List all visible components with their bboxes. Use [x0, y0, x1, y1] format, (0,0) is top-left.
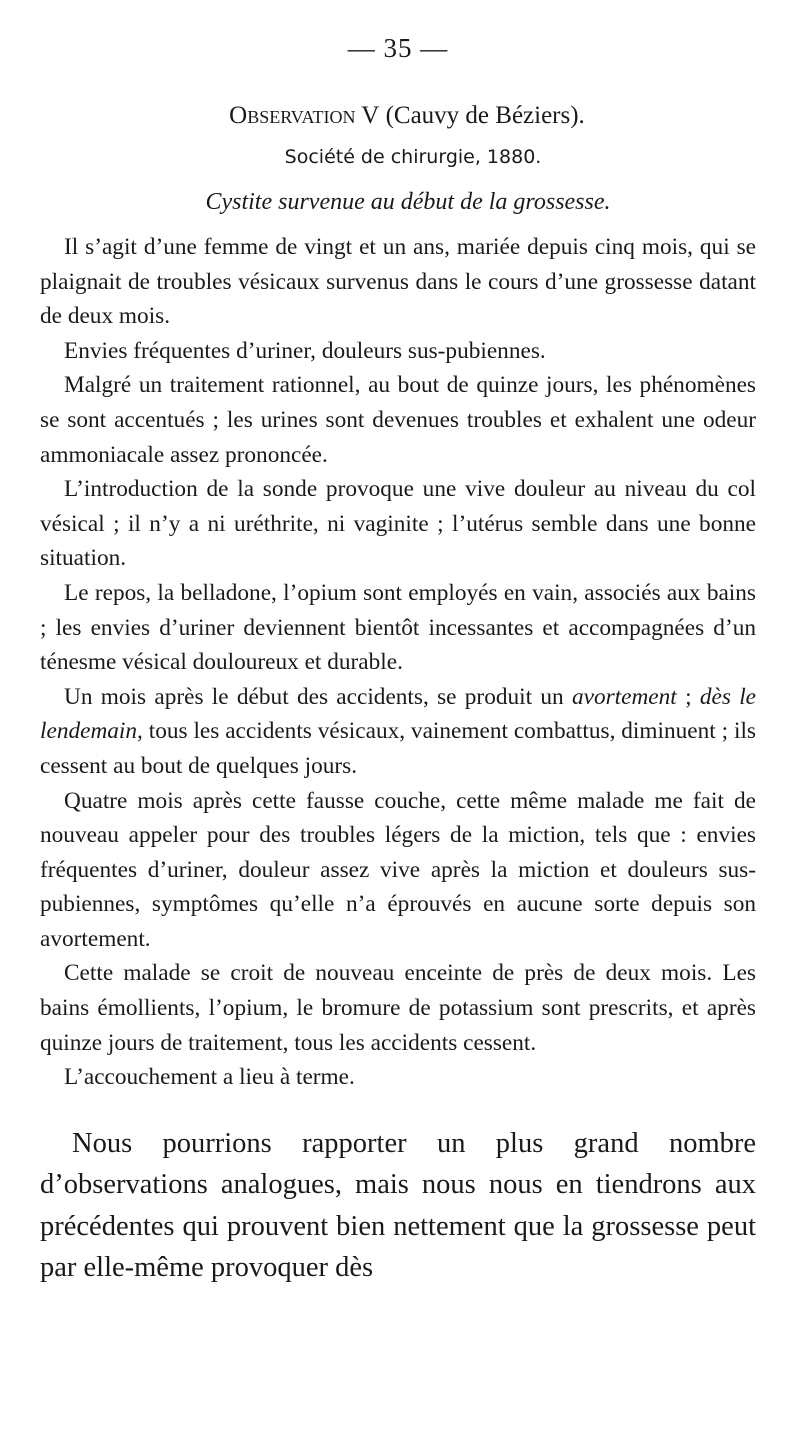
paragraph-1: Il s’agit d’une femme de vingt et un ans, mariée depuis cinq mois, qui se plaignait de troubles vésicaux survenus dans le cours d’une grossesse datant de deux mois.	[40, 234, 756, 330]
observation-subtitle: Cystite survenue au début de la grossesse.	[205, 189, 611, 215]
paragraph-7: Quatre mois après cette fausse couche, cette même malade me fait de nouveau appeler pour des troubles légers de la miction, tels que : envies fréquentes d’uriner, douleur assez vive après la miction et douleurs sus-pubiennes, symptômes qu’elle n’a éprouvés en aucune sorte depuis son avortement.	[40, 787, 756, 952]
paragraph-2: Envies fréquentes d’uriner, douleurs sus-pubiennes.	[64, 337, 546, 364]
paragraph-6-emphasis-1: avortement	[571, 683, 677, 710]
observation-label: Observation V	[229, 102, 380, 129]
page-number: — 35 —	[347, 33, 449, 63]
paragraph-6-part-3: tous les accidents vésicaux, vainement combattus, diminuent ; ils cessent au bout de quelques jours.	[40, 718, 756, 779]
observation-body	[40, 230, 756, 1095]
paragraph-8: Cette malade se croit de nouveau enceinte de près de deux mois. Les bains émollients, l’opium, le bromure de potassium sont prescrits, et après quinze jours de traitement, tous les accidents cessent.	[40, 960, 756, 1056]
paragraph-6-emphasis-2: dès le lendemain,	[40, 683, 757, 745]
paragraph-3: Malgré un traitement rationnel, au bout de quinze jours, les phénomènes se sont accentués ; les urines sont devenues troubles et exhalent une odeur ammoniacale assez prononcée.	[40, 372, 756, 468]
paragraph-6	[40, 680, 756, 784]
observation-source-name: (Cauvy de Béziers).	[385, 102, 585, 129]
observation-society: Société de chirurgie, 1880.	[284, 146, 542, 168]
paragraph-6-part-1: Un mois après le début des accidents, se produit un	[64, 683, 572, 710]
paragraph-6-part-2: ;	[676, 683, 700, 710]
paragraph-9: L’accouchement a lieu à terme.	[64, 1064, 355, 1091]
closing-paragraph: Nous pourrions rapporter un plus grand nombre d’observations analogues, mais nous nous en tiendrons aux précédentes qui prouvent bien nettement que la grossesse peut par elle-même provoquer dès	[40, 1127, 756, 1284]
closing-section	[40, 1123, 756, 1289]
paragraph-4: L’introduction de la sonde provoque une vive douleur au niveau du col vésical ; il n’y a ni uréthrite, ni vaginite ; l’utérus semble dans une bonne situation.	[40, 476, 756, 572]
paragraph-5: Le repos, la belladone, l’opium sont employés en vain, associés aux bains ; les envies d’uriner deviennent bientôt incessantes et accompagnées d’un ténesme vésical douloureux et durable.	[40, 579, 756, 676]
observation-title	[40, 98, 756, 134]
